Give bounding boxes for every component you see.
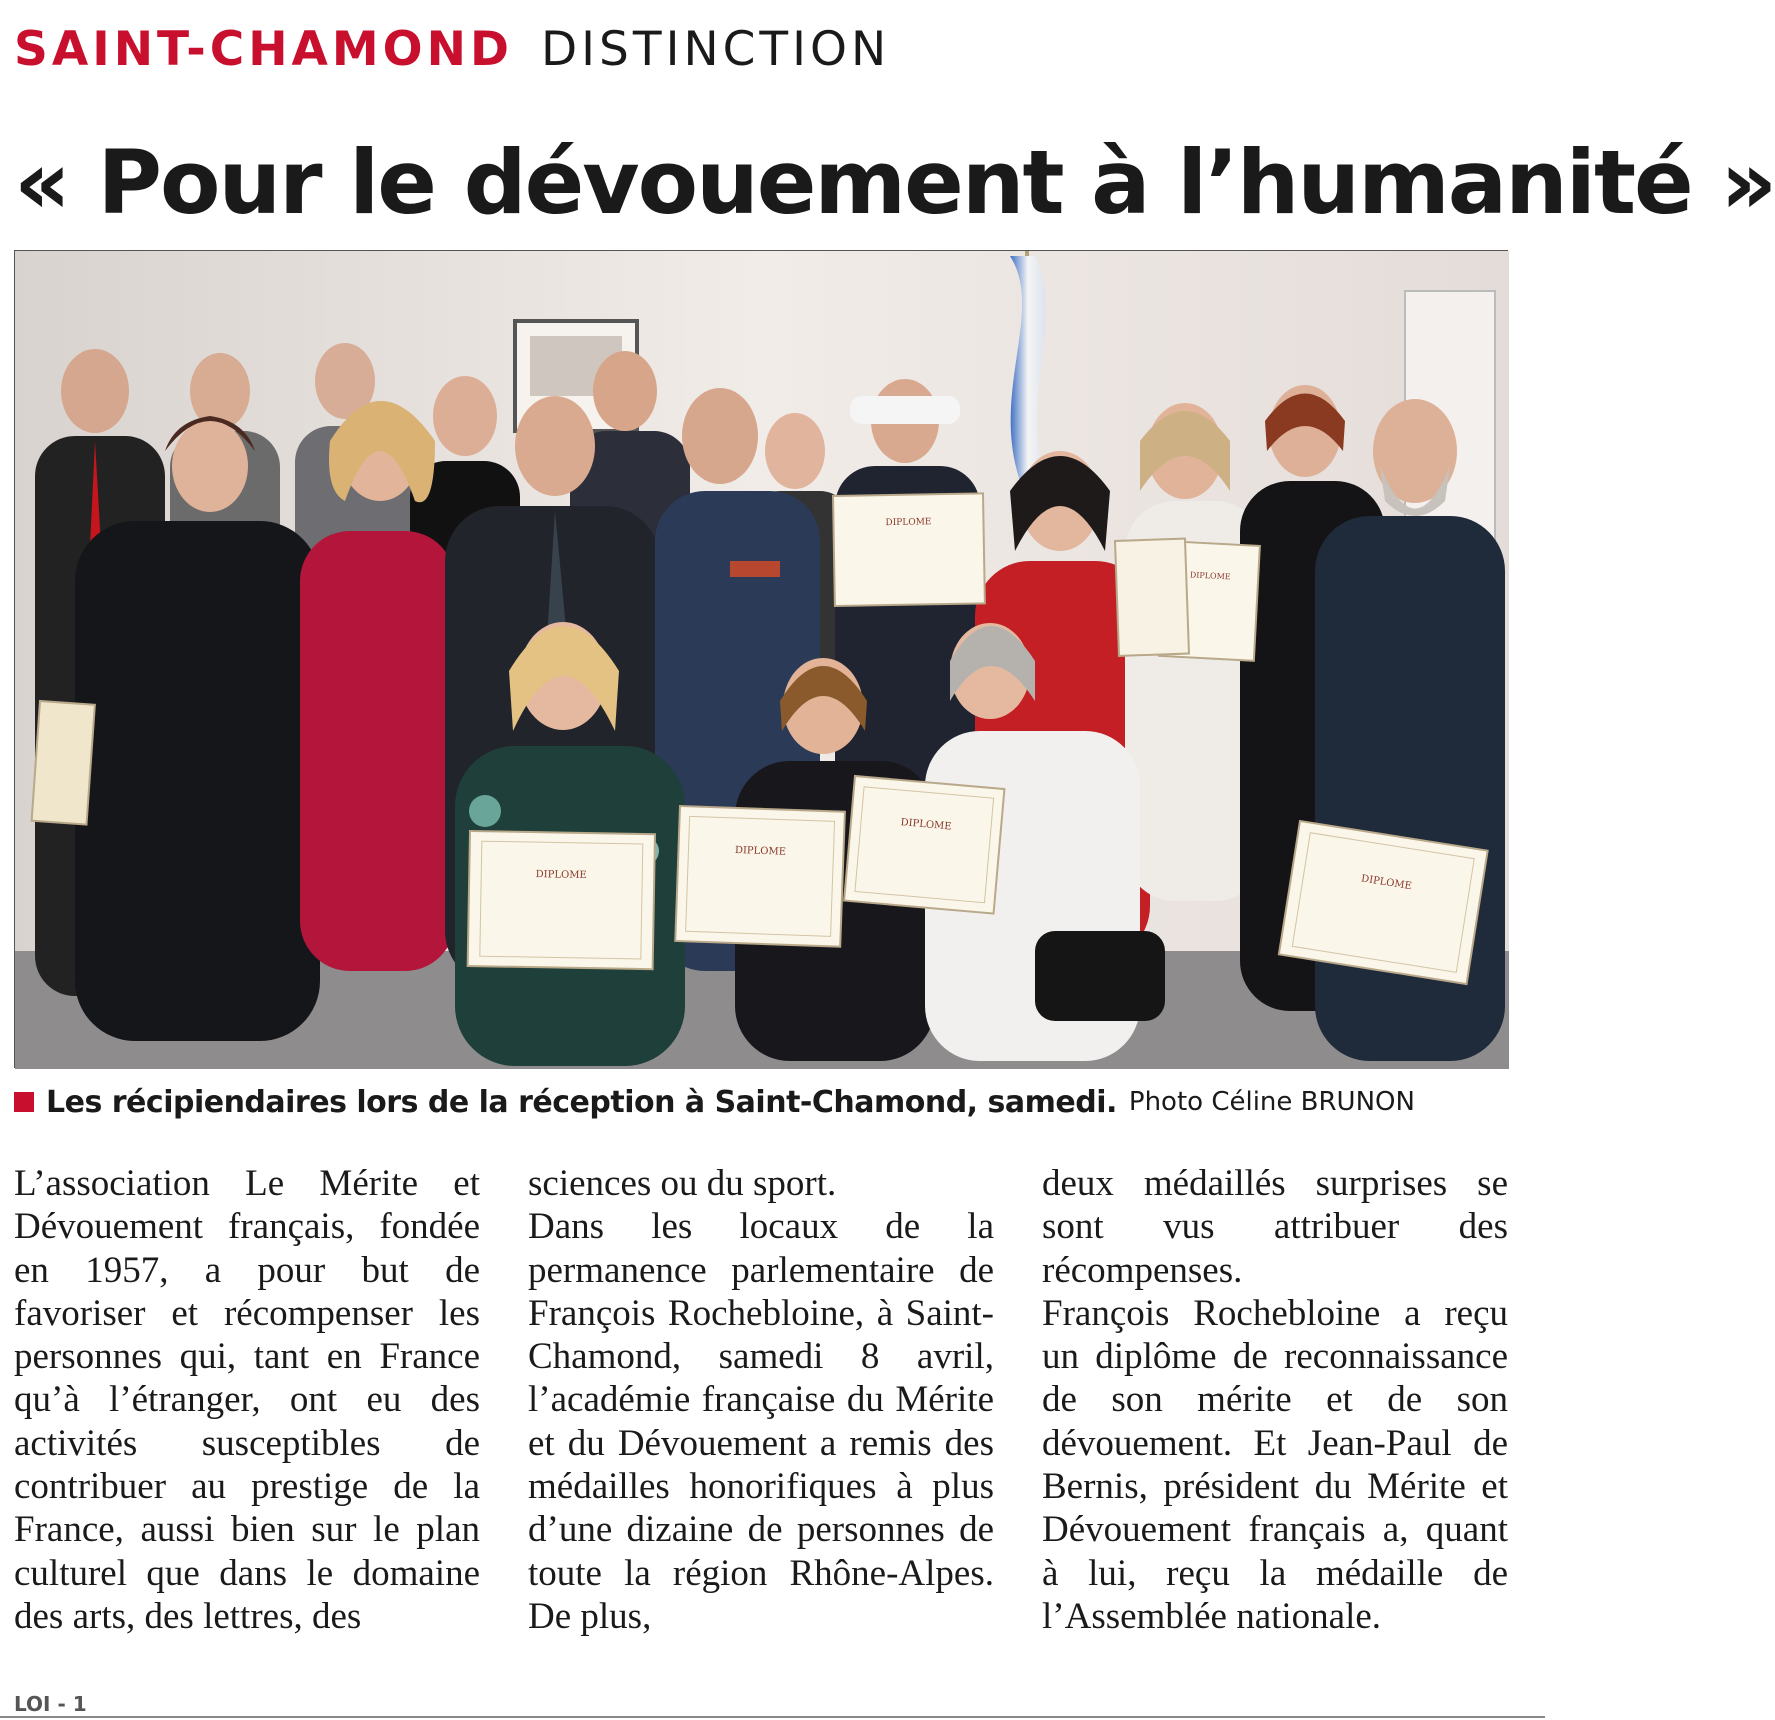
footer-rule [0,1716,1545,1718]
group-photo-illustration [15,251,1509,1069]
section-kicker [14,22,890,82]
article-headline: « Pour le dévouement à l’humanité » [14,131,1775,234]
diploma-label: DIPLOME [734,844,787,858]
diploma-label: DIPLOME [1360,873,1413,893]
kicker-rubric: DISTINCTION [540,22,891,77]
page-folio: LOI - 1 [14,1692,87,1716]
article-column-2 [528,1162,994,1638]
diploma-label: DIPLOME [1189,570,1231,582]
article-column-1 [14,1162,480,1638]
diploma-label: DIPLOME [535,869,587,882]
photo-caption [14,1080,1415,1124]
caption-bullet-icon [14,1092,34,1112]
paragraph: deux médaillés surprises se sont vus attribuer des récompenses. [1042,1163,1508,1291]
paragraph: L’association Le Mérite et Dévouement français, fondée en 1957, a pour but de favoriser et récompenser les personnes qui, tant en France qu’à l’étranger, ont eu des activités susceptibles de contribuer au prestige de la France, aussi bien sur le plan culturel que dans le domaine des arts, des lettres, des [14,1163,480,1637]
caption-text: Les récipiendaires lors de la réception à Saint-Chamond, samedi. [46,1084,1117,1120]
photo-credit: Photo Céline BRUNON [1128,1087,1415,1117]
article-photo [14,250,1508,1068]
paragraph: sciences ou du sport. [528,1163,837,1204]
diploma-label: DIPLOME [885,517,932,529]
paragraph: François Rochebloine a reçu un diplôme de reconnaissance de son mérite et de son dévouement. Et Jean-Paul de Bernis, président du Mérite et Dévouement français a, quant à lui, reçu la médaille de l’Assemblée nationale. [1042,1292,1508,1637]
paragraph: Dans les locaux de la permanence parlementaire de François Rochebloine, à Saint-Chamond, samedi 8 avril, l’académie française du Mérite et du Dévouement a remis des médailles honorifiques à plus d’une dizaine de personnes de toute la région Rhône-Alpes. De plus, [528,1206,994,1637]
article-column-3 [1042,1162,1508,1638]
kicker-place: SAINT-CHAMOND [14,22,513,77]
diploma-label: DIPLOME [900,817,952,833]
